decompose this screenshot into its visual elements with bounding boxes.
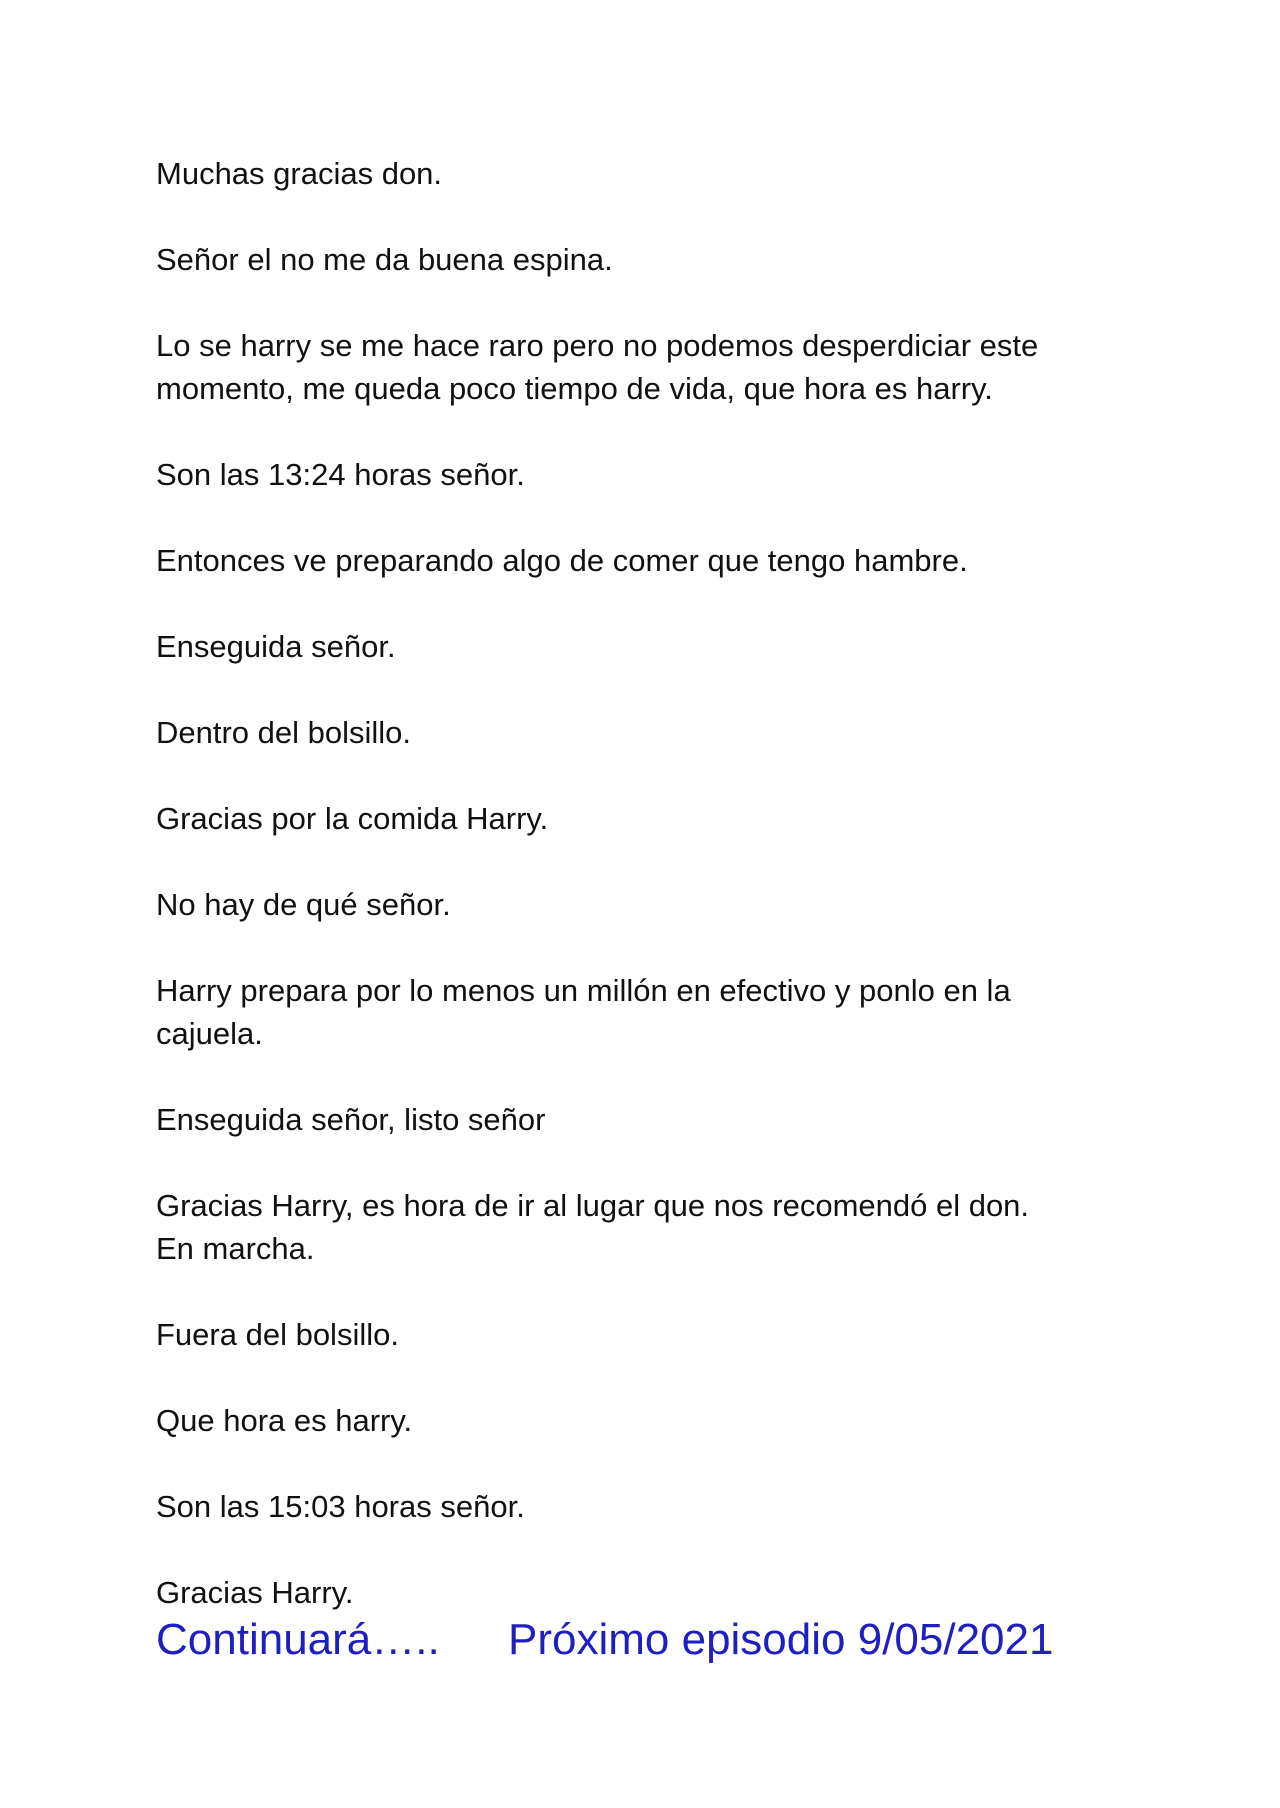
paragraph-10: Harry prepara por lo menos un millón en efectivo y ponlo en la cajuela. bbox=[156, 973, 1011, 1051]
next-episode-text: Próximo episodio 9/05/2021 bbox=[508, 1615, 1054, 1664]
paragraph-14: Que hora es harry. bbox=[156, 1403, 413, 1438]
paragraph-3: Lo se harry se me hace raro pero no podemos desperdiciar este momento, me queda poco tiempo de vida, que hora es harry. bbox=[156, 328, 1039, 406]
paragraph-12: Gracias Harry, es hora de ir al lugar que nos recomendó el don. En marcha. bbox=[156, 1188, 1030, 1266]
paragraph-9: No hay de qué señor. bbox=[156, 887, 451, 922]
to-be-continued-text: Continuará….. bbox=[156, 1615, 440, 1664]
paragraph-1: Muchas gracias don. bbox=[156, 156, 443, 191]
episode-footer bbox=[156, 1612, 1116, 1672]
paragraph-5: Entonces ve preparando algo de comer que tengo hambre. bbox=[156, 543, 968, 578]
paragraph-2: Señor el no me da buena espina. bbox=[156, 242, 613, 277]
paragraph-11: Enseguida señor, listo señor bbox=[156, 1102, 546, 1137]
paragraph-4: Son las 13:24 horas señor. bbox=[156, 457, 525, 492]
paragraph-15: Son las 15:03 horas señor. bbox=[156, 1489, 525, 1524]
paragraph-7: Dentro del bolsillo. bbox=[156, 715, 412, 750]
paragraph-8: Gracias por la comida Harry. bbox=[156, 801, 549, 836]
paragraph-16: Gracias Harry. bbox=[156, 1575, 354, 1610]
paragraph-6: Enseguida señor. bbox=[156, 629, 396, 664]
paragraph-13: Fuera del bolsillo. bbox=[156, 1317, 399, 1352]
document-body bbox=[156, 152, 1116, 1614]
